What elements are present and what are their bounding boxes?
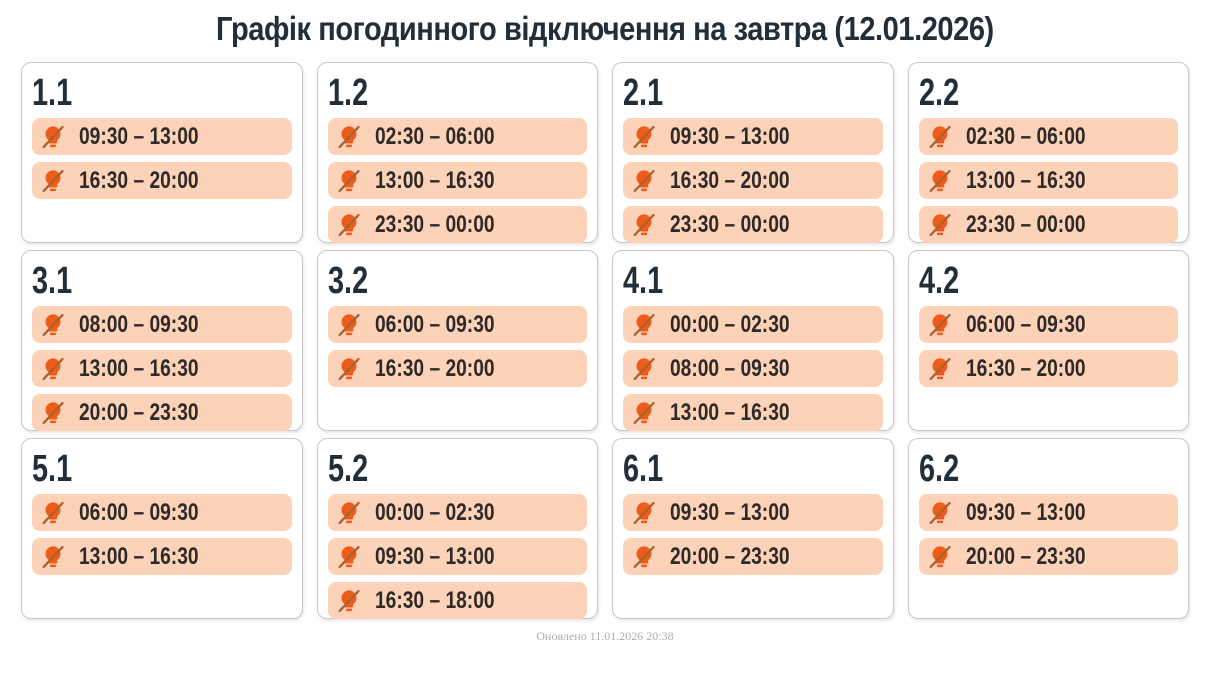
outage-slot-list [623, 306, 883, 431]
light-off-icon [336, 500, 362, 526]
group-card [317, 438, 599, 619]
group-name-text: 3.2 [327, 260, 368, 302]
group-card [908, 62, 1190, 243]
outage-slot [919, 350, 1179, 387]
outage-time: 06:00 – 09:30 [79, 498, 199, 526]
outage-slot-list [623, 118, 883, 243]
light-off-icon [631, 356, 657, 382]
light-off-icon [927, 356, 953, 382]
outage-slot [328, 494, 588, 531]
light-off-icon [336, 544, 362, 570]
light-off-icon [631, 212, 657, 238]
light-off-icon [631, 500, 657, 526]
group-card [612, 62, 894, 243]
outage-slot-list [32, 118, 292, 199]
group-name [623, 444, 883, 494]
outage-slot [32, 118, 292, 155]
outage-time: 23:30 – 00:00 [670, 210, 790, 238]
outage-slot [623, 394, 883, 431]
outage-slot [32, 350, 292, 387]
outage-slot-list [328, 494, 588, 619]
outage-slot [623, 350, 883, 387]
group-name-text: 6.2 [918, 448, 959, 490]
outage-slot [623, 206, 883, 243]
light-off-icon [927, 124, 953, 150]
outage-slot [623, 162, 883, 199]
outage-slot-list [328, 306, 588, 387]
group-name [328, 256, 588, 306]
group-name [919, 256, 1179, 306]
group-card [612, 438, 894, 619]
group-name [328, 68, 588, 118]
light-off-icon [336, 212, 362, 238]
outage-slot [623, 538, 883, 575]
outage-time: 13:00 – 16:30 [79, 354, 199, 382]
light-off-icon [40, 312, 66, 338]
outage-slot-list [623, 494, 883, 575]
group-card [612, 250, 894, 431]
light-off-icon [631, 544, 657, 570]
outage-slot-list [919, 306, 1179, 387]
outage-slot [32, 538, 292, 575]
outage-slot-list [919, 118, 1179, 243]
schedule-grid [21, 62, 1189, 619]
light-off-icon [336, 312, 362, 338]
light-off-icon [927, 168, 953, 194]
light-off-icon [336, 356, 362, 382]
outage-time: 16:30 – 18:00 [374, 586, 495, 614]
outage-slot-list [919, 494, 1179, 575]
page-title [0, 10, 1210, 55]
outage-slot-list [32, 306, 292, 431]
outage-slot [32, 162, 292, 199]
outage-slot [328, 118, 588, 155]
light-off-icon [631, 168, 657, 194]
outage-slot [32, 494, 292, 531]
outage-slot-list [328, 118, 588, 243]
outage-time: 09:30 – 13:00 [79, 122, 199, 150]
outage-slot [919, 306, 1179, 343]
outage-slot [32, 306, 292, 343]
group-name [623, 68, 883, 118]
light-off-icon [40, 124, 66, 150]
outage-slot [328, 306, 588, 343]
group-name-text: 3.1 [32, 260, 73, 302]
group-name-text: 5.1 [32, 448, 73, 490]
updated-timestamp: Оновлено 11.01.2026 20:38 [536, 629, 674, 643]
outage-time: 20:00 – 23:30 [670, 542, 790, 570]
outage-slot [623, 118, 883, 155]
group-card [21, 62, 303, 243]
outage-slot [328, 582, 588, 619]
group-card [317, 250, 599, 431]
group-name-text: 2.2 [918, 72, 959, 114]
outage-time: 16:30 – 20:00 [965, 354, 1086, 382]
outage-time: 02:30 – 06:00 [374, 122, 495, 150]
outage-time: 09:30 – 13:00 [670, 498, 790, 526]
outage-time: 00:00 – 02:30 [374, 498, 495, 526]
light-off-icon [336, 588, 362, 614]
outage-time: 16:30 – 20:00 [374, 354, 495, 382]
outage-time: 09:30 – 13:00 [670, 122, 790, 150]
outage-time: 13:00 – 16:30 [670, 398, 790, 426]
group-name-text: 1.2 [327, 72, 368, 114]
light-off-icon [40, 356, 66, 382]
outage-slot [623, 306, 883, 343]
outage-slot [919, 162, 1179, 199]
outage-slot [328, 350, 588, 387]
light-off-icon [631, 312, 657, 338]
outage-time: 16:30 – 20:00 [670, 166, 790, 194]
outage-time: 09:30 – 13:00 [374, 542, 495, 570]
outage-slot [919, 494, 1179, 531]
group-name [328, 444, 588, 494]
outage-time: 16:30 – 20:00 [79, 166, 199, 194]
outage-slot [919, 538, 1179, 575]
group-name-text: 1.1 [32, 72, 73, 114]
group-card [21, 438, 303, 619]
outage-time: 02:30 – 06:00 [965, 122, 1086, 150]
outage-time: 08:00 – 09:30 [79, 310, 199, 338]
group-name [32, 256, 292, 306]
outage-slot [328, 162, 588, 199]
outage-time: 00:00 – 02:30 [670, 310, 790, 338]
group-name [623, 256, 883, 306]
light-off-icon [40, 168, 66, 194]
group-name-text: 4.1 [623, 260, 664, 302]
outage-time: 23:30 – 00:00 [374, 210, 495, 238]
outage-slot [328, 206, 588, 243]
group-name-text: 5.2 [327, 448, 368, 490]
outage-time: 20:00 – 23:30 [965, 542, 1086, 570]
outage-slot [328, 538, 588, 575]
outage-time: 23:30 – 00:00 [965, 210, 1086, 238]
outage-time: 06:00 – 09:30 [965, 310, 1086, 338]
outage-slot-list [32, 494, 292, 575]
outage-time: 20:00 – 23:30 [79, 398, 199, 426]
group-card [317, 62, 599, 243]
outage-time: 13:00 – 16:30 [965, 166, 1086, 194]
outage-time: 13:00 – 16:30 [79, 542, 199, 570]
light-off-icon [927, 544, 953, 570]
light-off-icon [40, 544, 66, 570]
group-card [21, 250, 303, 431]
light-off-icon [336, 124, 362, 150]
group-name-text: 4.2 [918, 260, 959, 302]
page-title-text: Графік погодинного відключення на завтра (12.01.2026) [216, 10, 994, 47]
group-name [32, 68, 292, 118]
group-card [908, 438, 1190, 619]
outage-time: 08:00 – 09:30 [670, 354, 790, 382]
outage-time: 06:00 – 09:30 [374, 310, 495, 338]
light-off-icon [631, 400, 657, 426]
group-name-text: 6.1 [623, 448, 664, 490]
light-off-icon [40, 500, 66, 526]
light-off-icon [927, 212, 953, 238]
group-name [919, 444, 1179, 494]
group-name-text: 2.1 [623, 72, 664, 114]
outage-time: 09:30 – 13:00 [965, 498, 1086, 526]
light-off-icon [631, 124, 657, 150]
outage-slot [919, 118, 1179, 155]
light-off-icon [336, 168, 362, 194]
group-card [908, 250, 1190, 431]
light-off-icon [927, 500, 953, 526]
outage-slot [919, 206, 1179, 243]
outage-time: 13:00 – 16:30 [374, 166, 495, 194]
light-off-icon [927, 312, 953, 338]
light-off-icon [40, 400, 66, 426]
outage-slot [32, 394, 292, 431]
group-name [919, 68, 1179, 118]
outage-slot [623, 494, 883, 531]
group-name [32, 444, 292, 494]
